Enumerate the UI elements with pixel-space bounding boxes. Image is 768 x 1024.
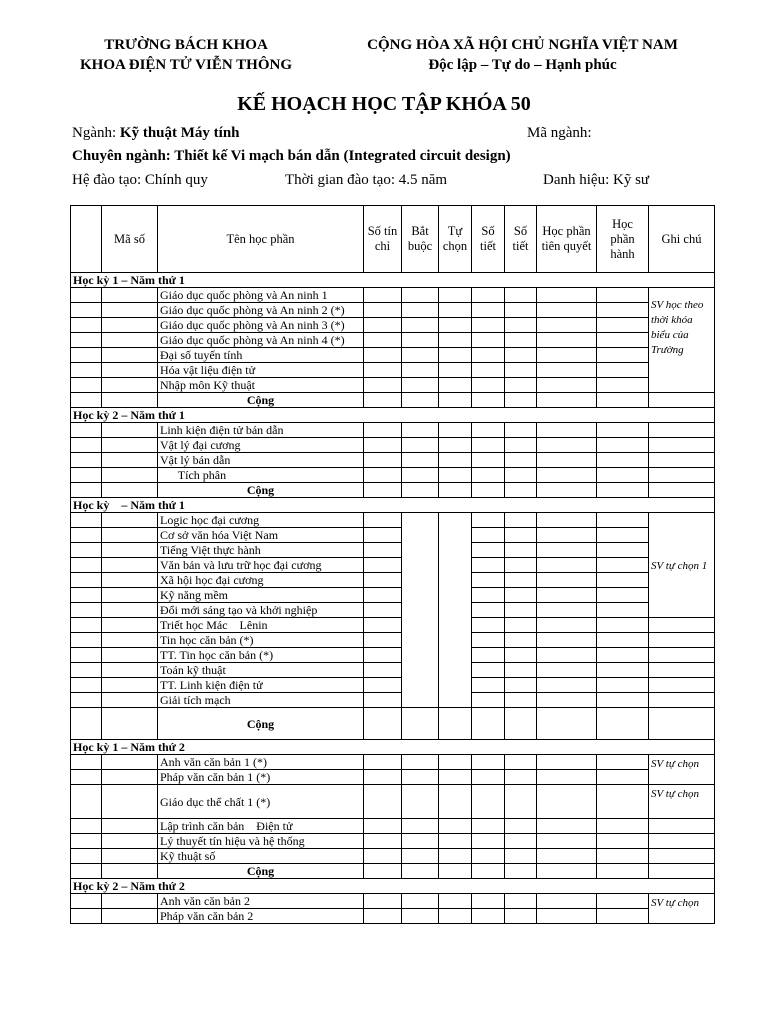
col-so-tiet-2: Số tiết: [505, 206, 537, 273]
semester-row: [71, 879, 715, 894]
table-row: [71, 894, 715, 909]
table-row: [71, 558, 715, 573]
course-name: Tích phân: [158, 468, 364, 483]
col-hp-hanh: Học phần hành: [597, 206, 649, 273]
table-row: [71, 423, 715, 438]
total-label: Cộng: [158, 708, 364, 740]
table-row: [71, 468, 715, 483]
col-ma-so: Mã số: [102, 206, 158, 273]
table-row: [71, 770, 715, 785]
note-cell: SV tự chọn 1: [649, 513, 715, 618]
university-name: TRƯỜNG BÁCH KHOA: [104, 37, 268, 53]
table-row: [71, 378, 715, 393]
table-row: [71, 663, 715, 678]
table-row: [71, 633, 715, 648]
semester-row: [71, 498, 715, 513]
note-cell: SV tự chọn: [649, 894, 715, 924]
course-name: Vật lý đại cương: [158, 438, 364, 453]
course-name: Pháp văn căn bản 2: [158, 909, 364, 924]
national-motto: Độc lập – Tự do – Hạnh phúc: [428, 57, 617, 73]
semester-row: [71, 273, 715, 288]
total-label: Cộng: [158, 483, 364, 498]
specialization: Chuyên ngành: Thiết kế Vi mạch bán dẫn (Integrated circuit design): [72, 148, 511, 164]
course-name: Tiếng Việt thực hành: [158, 543, 364, 558]
table-row: [71, 288, 715, 303]
table-row: [71, 573, 715, 588]
course-name: Tin học căn bản (*): [158, 633, 364, 648]
semester-title: Học kỳ 1 – Năm thứ 1: [71, 273, 715, 288]
table-row: [71, 693, 715, 708]
course-name: Nhập môn Kỹ thuật: [158, 378, 364, 393]
col-ten-hoc-phan: Tên học phần: [158, 206, 364, 273]
course-name: Kỹ thuật số: [158, 849, 364, 864]
course-name: Xã hội học đại cương: [158, 573, 364, 588]
course-name: TT. Linh kiện điện tử: [158, 678, 364, 693]
major-label: Ngành:: [72, 125, 120, 141]
course-name: TT. Tin học căn bản (*): [158, 648, 364, 663]
course-name: Kỹ năng mềm: [158, 588, 364, 603]
course-name: Giáo dục quốc phòng và An ninh 4 (*): [158, 333, 364, 348]
table-row: [71, 618, 715, 633]
course-name: Văn bản và lưu trữ học đại cương: [158, 558, 364, 573]
col-so-tiet-1: Số tiết: [472, 206, 505, 273]
semester-title: Học kỳ 2 – Năm thứ 1: [71, 408, 715, 423]
table-row: [71, 785, 715, 819]
semester-title: Học kỳ 1 – Năm thứ 2: [71, 740, 715, 755]
course-name: Giáo dục quốc phòng và An ninh 1: [158, 288, 364, 303]
table-row: [71, 603, 715, 618]
training-duration: Thời gian đào tạo: 4.5 năm: [285, 172, 448, 188]
course-name: Pháp văn căn bản 1 (*): [158, 770, 364, 785]
total-row: [71, 393, 715, 408]
total-row: [71, 864, 715, 879]
major-value: Kỹ thuật Máy tính: [119, 125, 240, 141]
course-name: Đổi mới sáng tạo và khởi nghiệp: [158, 603, 364, 618]
country-name: CỘNG HÒA XÃ HỘI CHỦ NGHĨA VIỆT NAM: [367, 37, 678, 53]
course-name: Cơ sở văn hóa Việt Nam: [158, 528, 364, 543]
course-name: Giáo dục quốc phòng và An ninh 2 (*): [158, 303, 364, 318]
table-row: [71, 834, 715, 849]
course-name: Anh văn căn bản 2: [158, 894, 364, 909]
col-blank: [71, 206, 102, 273]
col-bat-buoc: Bắt buộc: [402, 206, 439, 273]
study-plan-table: [70, 205, 715, 924]
course-name: Toán kỹ thuật: [158, 663, 364, 678]
faculty-name: KHOA ĐIỆN TỬ VIỄN THÔNG: [80, 57, 292, 73]
table-row: [71, 453, 715, 468]
col-hp-tien-quyet: Học phần tiên quyết: [537, 206, 597, 273]
page-title: KẾ HOẠCH HỌC TẬP KHÓA 50: [237, 93, 531, 115]
table-row: [71, 849, 715, 864]
table-row: [71, 543, 715, 558]
table-row: [71, 363, 715, 378]
course-name: Logic học đại cương: [158, 513, 364, 528]
note-cell: SV tự chọn: [649, 755, 715, 785]
col-so-tin-chi: Số tín chỉ: [364, 206, 402, 273]
table-row: [71, 513, 715, 528]
course-name: Vật lý bán dẫn: [158, 453, 364, 468]
note-cell: SV tự chọn: [649, 785, 715, 819]
course-name: Giáo dục thể chất 1 (*): [158, 785, 364, 819]
col-ghi-chu: Ghi chú: [649, 206, 715, 273]
table-header-row: [71, 206, 715, 273]
table-row: [71, 909, 715, 924]
table-row: [71, 755, 715, 770]
course-name: Hóa vật liệu điện tử: [158, 363, 364, 378]
course-name: Linh kiện điện tử bán dẫn: [158, 423, 364, 438]
course-name: Giáo dục quốc phòng và An ninh 3 (*): [158, 318, 364, 333]
col-tu-chon: Tự chọn: [439, 206, 472, 273]
table-row: [71, 588, 715, 603]
major-field: [72, 125, 240, 142]
table-row: [71, 648, 715, 663]
total-row: [71, 483, 715, 498]
course-name: Lập trình căn bản Điện tử: [158, 819, 364, 834]
table-row: [71, 318, 715, 333]
semester-row: [71, 408, 715, 423]
university-header: [56, 35, 316, 75]
semester-row: [71, 740, 715, 755]
table-row: [71, 303, 715, 318]
course-name: Đại số tuyến tính: [158, 348, 364, 363]
table-row: [71, 438, 715, 453]
total-row: [71, 708, 715, 740]
table-row: [71, 333, 715, 348]
table-row: [71, 528, 715, 543]
course-name: Triết học Mác Lênin: [158, 618, 364, 633]
degree-title: Danh hiệu: Kỹ sư: [543, 172, 650, 188]
table-row: [71, 678, 715, 693]
course-name: Anh văn căn bản 1 (*): [158, 755, 364, 770]
semester-title: Học kỳ – Năm thứ 1: [71, 498, 715, 513]
course-name: Giải tích mạch: [158, 693, 364, 708]
course-name: Lý thuyết tín hiệu và hệ thống: [158, 834, 364, 849]
total-label: Cộng: [158, 864, 364, 879]
note-cell: SV học theo thời khóa biểu của Trường: [649, 288, 715, 393]
table-row: [71, 819, 715, 834]
semester-title: Học kỳ 2 – Năm thứ 2: [71, 879, 715, 894]
total-label: Cộng: [158, 393, 364, 408]
major-code: Mã ngành:: [527, 125, 592, 141]
training-system: Hệ đào tạo: Chính quy: [72, 172, 208, 188]
national-header: [345, 35, 700, 75]
table-row: [71, 348, 715, 363]
